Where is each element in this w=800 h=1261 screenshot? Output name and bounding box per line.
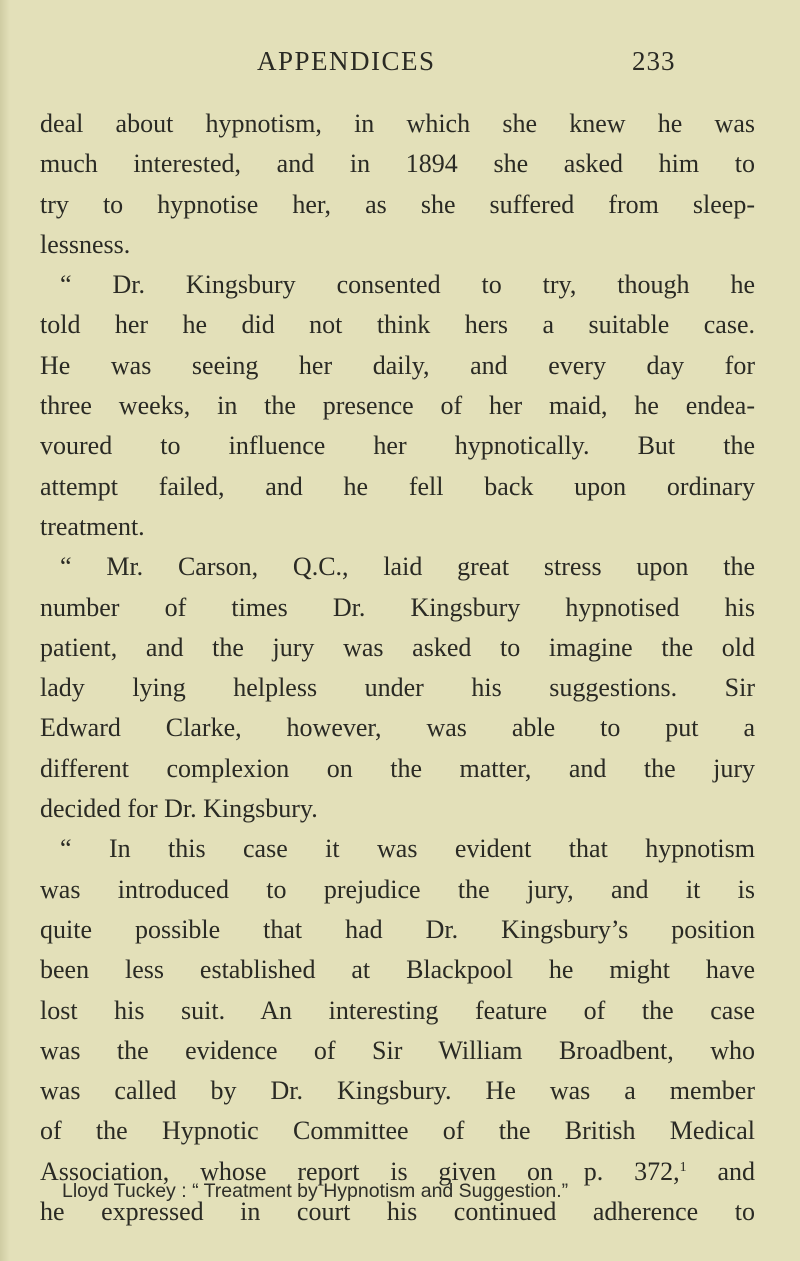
- body-line: voured to influence her hypnotically. But the: [40, 431, 755, 461]
- body-text: [40, 104, 755, 1232]
- body-line: lost his suit. An interesting feature of the case: [40, 995, 755, 1025]
- body-line: quite possible that had Dr. Kingsbury’s position: [40, 914, 755, 944]
- body-line: he expressed in court his continued adherence to: [40, 1197, 755, 1227]
- body-line: was called by Dr. Kingsbury. He was a member: [40, 1076, 755, 1106]
- body-line: lessness.: [40, 229, 131, 259]
- footnote: Lloyd Tuckey : “ Treatment by Hypnotism and Suggestion.”: [62, 1180, 569, 1202]
- body-line: decided for Dr. Kingsbury.: [40, 794, 318, 824]
- page-number: 233: [632, 46, 676, 76]
- body-line: been less established at Blackpool he might have: [40, 955, 755, 985]
- page-header: [0, 38, 800, 78]
- body-line: lady lying helpless under his suggestions. Sir: [40, 673, 755, 703]
- body-line: Edward Clarke, however, was able to put a: [40, 713, 755, 743]
- body-line: “ Mr. Carson, Q.C., laid great stress upon the: [60, 552, 755, 582]
- body-line: “ Dr. Kingsbury consented to try, though he: [60, 270, 755, 300]
- running-head: APPENDICES: [257, 46, 436, 76]
- body-line: try to hypnotise her, as she suffered from sleep-: [40, 189, 755, 219]
- body-line: number of times Dr. Kingsbury hypnotised his: [40, 592, 755, 622]
- body-line: “ In this case it was evident that hypnotism: [60, 834, 755, 864]
- body-line: was introduced to prejudice the jury, and it is: [40, 874, 755, 904]
- page-edge-shadow: [0, 0, 10, 1261]
- body-line: different complexion on the matter, and the jury: [40, 753, 755, 783]
- body-line: He was seeing her daily, and every day for: [40, 350, 755, 380]
- body-line: told her he did not think hers a suitable case.: [40, 310, 755, 340]
- body-line: deal about hypnotism, in which she knew he was: [40, 109, 755, 138]
- footnote-marker: 1: [679, 1159, 687, 1175]
- body-line-text: Association, whose report is given on p. 372,: [40, 1156, 680, 1186]
- body-line: of the Hypnotic Committee of the British Medical: [40, 1116, 755, 1146]
- body-line: attempt failed, and he fell back upon ordinary: [40, 471, 755, 501]
- body-line: much interested, and in 1894 she asked him to: [40, 149, 755, 179]
- body-line: three weeks, in the presence of her maid, he endea-: [40, 391, 755, 421]
- body-line: treatment.: [40, 511, 145, 541]
- body-line: was the evidence of Sir William Broadbent, who: [40, 1035, 755, 1065]
- body-line: patient, and the jury was asked to imagine the old: [40, 632, 755, 662]
- body-line-tail: and: [686, 1156, 756, 1186]
